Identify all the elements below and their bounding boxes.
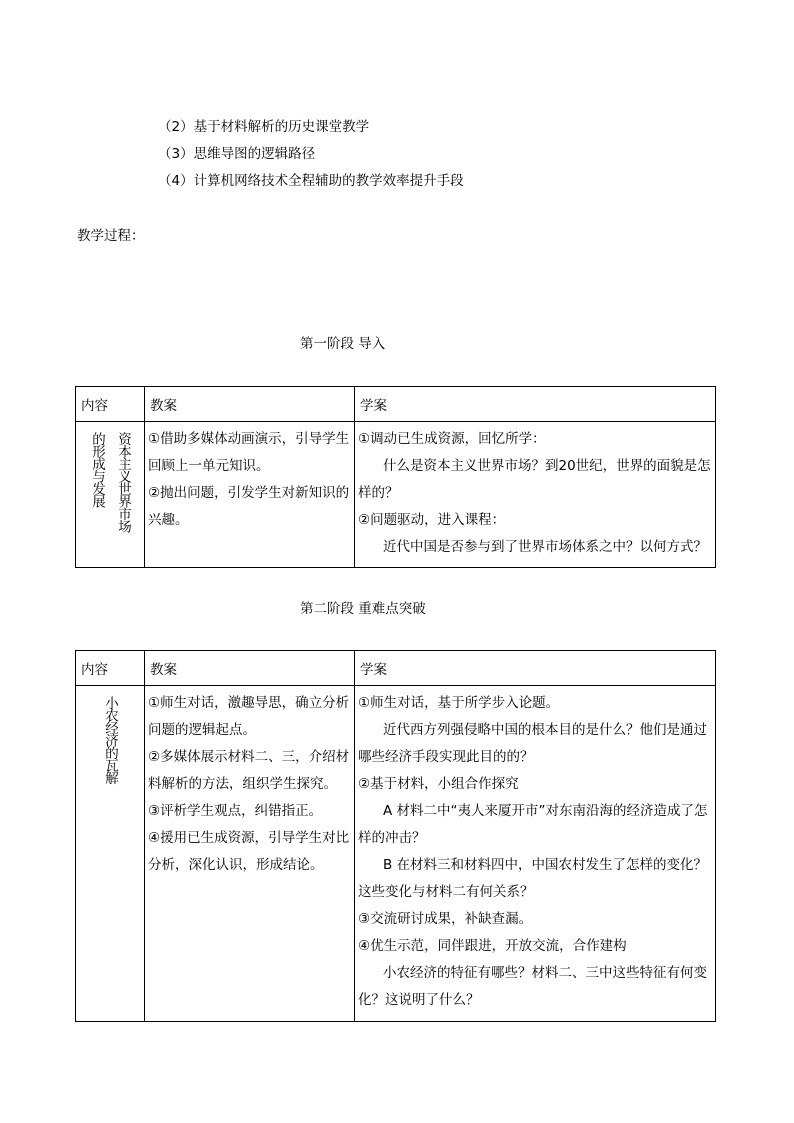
method-item: （3）思维导图的逻辑路径 <box>158 146 316 162</box>
method-item: （4）计算机网络技术全程辅助的教学效率提升手段 <box>158 173 464 189</box>
learning-step: ①调动已生成资源，回忆所学： <box>358 431 546 447</box>
learning-question: 近代中国是否参与到了世界市场体系之中？以何方式？ <box>383 539 707 555</box>
content-text-col1: 资本主义世界市场 <box>115 432 131 532</box>
teaching-step: ②抛出问题，引发学生对新知识的兴趣。 <box>148 485 350 528</box>
header-teaching: 教案 <box>145 387 355 422</box>
teaching-step: ③评析学生观点，纠错指正。 <box>148 803 323 819</box>
learning-cell <box>355 422 716 568</box>
learning-question: 小农经济的特征有哪些？材料二、三中这些特征有何变化？这说明了什么？ <box>358 965 707 1008</box>
learning-question: B 在材料三和材料四中，中国农村发生了怎样的变化？这些变化与材料二有何关系？ <box>358 857 708 900</box>
header-teaching: 教案 <box>145 651 355 686</box>
method-list <box>158 114 464 195</box>
header-learning: 学案 <box>355 651 716 686</box>
stage2-title: 第二阶段 重难点突破 <box>300 601 426 617</box>
learning-step: ②基于材料，小组合作探究 <box>358 776 519 792</box>
content-text-col2: 的形成与发展 <box>89 432 105 507</box>
content-cell <box>76 686 145 1022</box>
stage1-title: 第一阶段 导入 <box>300 336 386 352</box>
teaching-step: ①师生对话，激趣导思，确立分析问题的逻辑起点。 <box>148 695 350 738</box>
stage2-table <box>75 650 716 1022</box>
teaching-step: ①借助多媒体动画演示，引导学生回顾上一单元知识。 <box>148 431 350 474</box>
header-content: 内容 <box>76 651 145 686</box>
content-text: 小农经济的瓦解 <box>102 696 118 784</box>
learning-step: ④优生示范，同伴跟进，开放交流，合作建构 <box>358 938 627 954</box>
teaching-cell <box>145 422 355 568</box>
process-label: 教学过程： <box>77 228 145 244</box>
teaching-cell <box>145 686 355 1022</box>
learning-step: ③交流研讨成果，补缺查漏。 <box>358 911 533 927</box>
learning-question: 什么是资本主义世界市场？到20世纪，世界的面貌是怎样的？ <box>358 458 711 501</box>
stage1-table <box>75 386 716 568</box>
teaching-step: ②多媒体展示材料二、三，介绍材料解析的方法，组织学生探究。 <box>148 749 350 792</box>
learning-step: ②问题驱动，进入课程： <box>358 512 506 528</box>
learning-question: A 材料二中“夷人来厦开市”对东南沿海的经济造成了怎样的冲击？ <box>358 803 708 846</box>
learning-cell <box>355 686 716 1022</box>
teaching-step: ④援用已生成资源，引导学生对比分析，深化认识，形成结论。 <box>148 830 350 873</box>
content-cell <box>76 422 145 568</box>
header-content: 内容 <box>76 387 145 422</box>
method-item: （2）基于材料解析的历史课堂教学 <box>158 119 370 135</box>
learning-step: ①师生对话，基于所学步入论题。 <box>358 695 560 711</box>
learning-question: 近代西方列强侵略中国的根本目的是什么？他们是通过哪些经济手段实现此目的的？ <box>358 722 707 765</box>
header-learning: 学案 <box>355 387 716 422</box>
